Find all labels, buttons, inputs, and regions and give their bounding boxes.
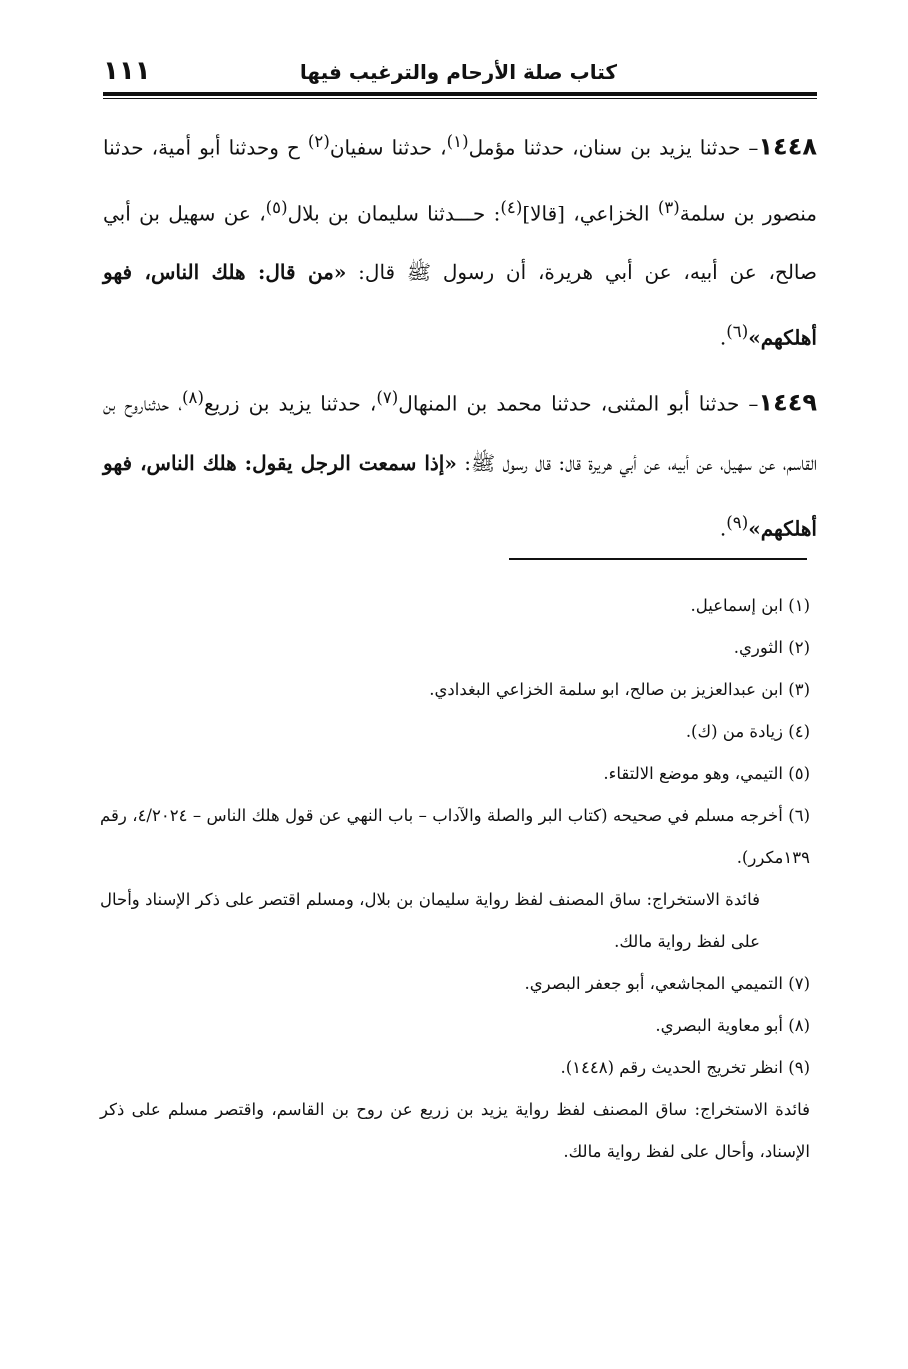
footnote-ref: (٥) (265, 197, 288, 217)
footnote-ref: (٦) (726, 322, 749, 342)
main-text (103, 112, 817, 558)
footnote: (٦) أخرجه مسلم في صحيحه (كتاب البر والصلة والآداب – باب النهي عن قول هلك الناس – ٤/٢٠٢٤، رقم ١٣٩مكرر). (100, 806, 810, 867)
footnote-note: فائدة الاستخراج: ساق المصنف لفظ رواية سليمان بن بلال، ومسلم اقتصر على ذكر الإسناد وأحال على لفظ رواية مالك. (100, 890, 760, 951)
page-number: ١١١ (103, 56, 151, 86)
footnote: (٤) زيادة من (ك). (685, 722, 810, 741)
footnote-ref: (٤) (500, 197, 523, 217)
footnote: (٧) التميمي المجاشعي، أبو جعفر البصري. (524, 974, 810, 993)
hadith-quote: «من قال: هلك الناس، فهو أهلكهم» (103, 260, 817, 350)
footnote-ref: (٨) (182, 387, 204, 407)
page-header (103, 48, 817, 92)
footnote-divider (509, 558, 807, 560)
footnote-ref: (١) (446, 132, 469, 151)
footnote-ref: (٩) (726, 512, 749, 532)
footnote: (٥) التيمي، وهو موضع الالتقاء. (603, 764, 810, 783)
running-title: كتاب صلة الأرحام والترغيب فيها (299, 60, 617, 84)
hadith-1448: ١٤٤٨– حدثنا يزيد بن سنان، حدثنا مؤمل$^{(١)}$، حدثنا سفيان$^{(٢)}$ ح وحدثنا أبو أمية، حدثنا منصور بن سلمة$^{(٣)}$ الخزاعي، [قالا]$^{(٤)}$: حـــدثنا سليمان بن بلال$^{(٥)}$، عن سهيل بن أبي صالح، عن أبيه، عن أبي هريرة، أن رسول ﷺ قال: «من قال: هلك الناس، فهو أهلكهم»$^{(٦)}$. (103, 132, 818, 350)
footnote-ref: (٢) (307, 132, 330, 151)
hadith-1449: ١٤٤٩– حدثنا أبو المثنى، حدثنا محمد بن المنهال$^{(٧)}$، حدثنا يزيد بن زريع$^{(٨)}$، حدثناروح بن القاسم، عن سهيل، عن أبيه، عن أبي هريرة قال: قال رسول ﷺ: «إذا سمعت الرجل يقول: هلك الناس، فهو أهلكهم»$^{(٩)}$. (103, 387, 818, 541)
footnotes (100, 585, 810, 1173)
footnote-ref: (٧) (376, 387, 399, 407)
footnote-ref: (٣) (657, 197, 680, 217)
footnote: (٩) انظر تخريج الحديث رقم (١٤٤٨). (560, 1058, 810, 1077)
hadith-number: ١٤٤٩ (758, 388, 818, 417)
header-rule-thick (103, 92, 817, 96)
footnote: (٢) الثوري. (733, 638, 810, 657)
footnote-note: فائدة الاستخراج: ساق المصنف لفظ رواية يزيد بن زريع عن روح بن القاسم، واقتصر مسلم على ذكر الإسناد، وأحال على لفظ رواية مالك. (100, 1100, 810, 1161)
header-rule-thin (103, 98, 817, 99)
footnote: (٨) أبو معاوية البصري. (655, 1016, 810, 1035)
hadith-quote: «إذا سمعت الرجل يقول: هلك الناس، فهو أهلكهم» (103, 450, 817, 541)
footnote: (١) ابن إسماعيل. (690, 596, 810, 615)
footnote: (٣) ابن عبدالعزيز بن صالح، ابو سلمة الخزاعي البغدادي. (429, 680, 810, 699)
hadith-number: ١٤٤٨ (758, 132, 817, 161)
